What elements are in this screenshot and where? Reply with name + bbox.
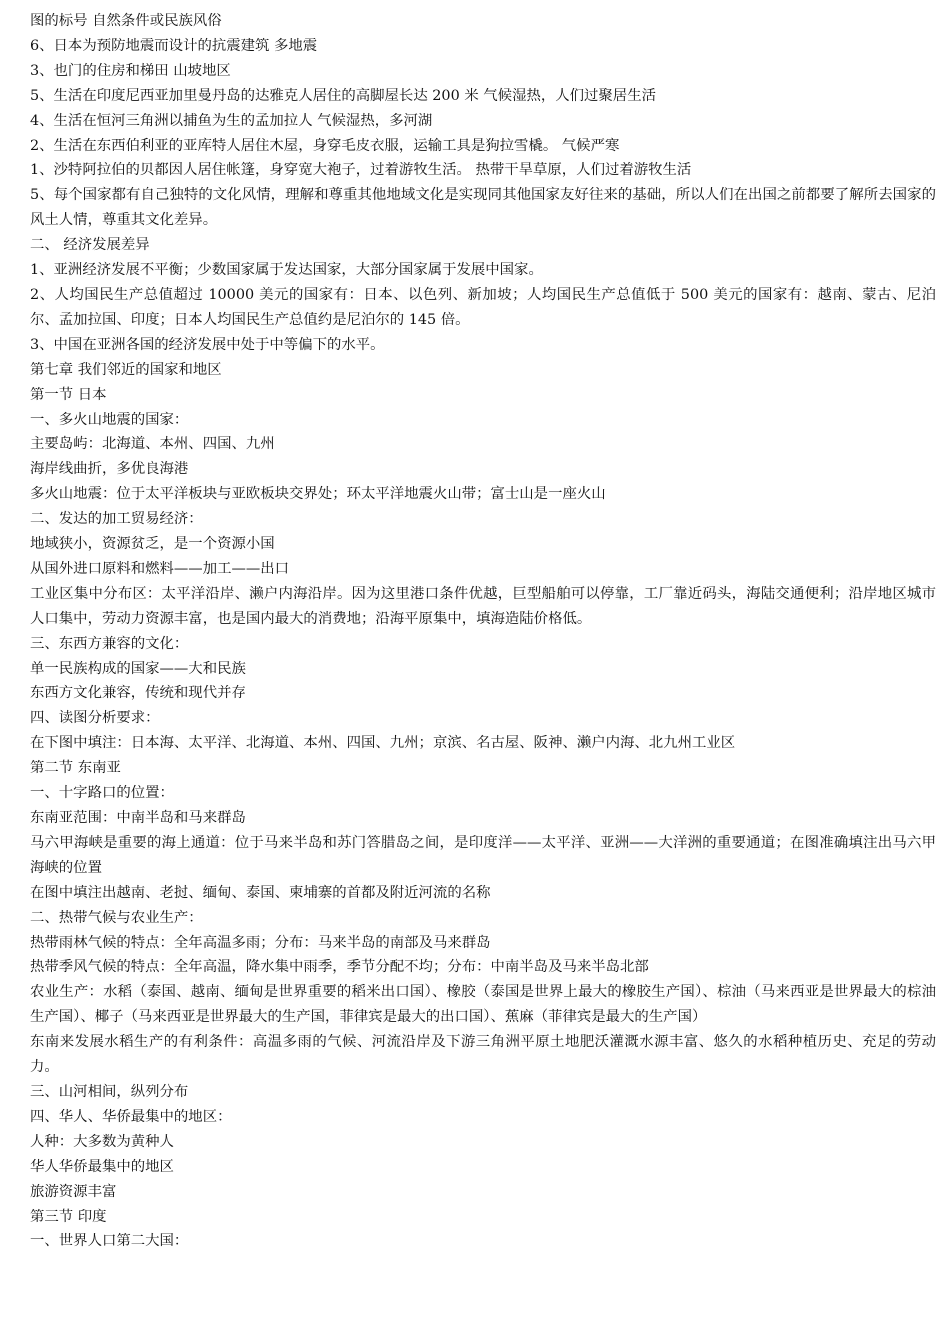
paragraph: 2、人均国民生产总值超过 10000 美元的国家有：日本、以色列、新加坡；人均国民生产总值低于 500 美元的国家有：越南、蒙古、尼泊尔、孟加拉国、印度；日本人均国民生产总值约是尼泊尔的 145 倍。: [30, 286, 936, 328]
text-line: 热带季风气候的特点：全年高温，降水集中雨季，季节分配不均；分布：中南半岛及马来半岛北部: [30, 959, 649, 976]
text-line: 主要岛屿：北海道、本州、四国、九州: [30, 436, 275, 453]
paragraph: 东南来发展水稻生产的有利条件：高温多雨的气候、河流沿岸及下游三角洲平原土地肥沃灌溉水源丰富、悠久的水稻种植历史、充足的劳动力。: [30, 1034, 936, 1076]
paragraph: 农业生产：水稻（泰国、越南、缅甸是世界重要的稻米出口国）、橡胶（泰国是世界上最大的橡胶生产国）、棕油（马来西亚是世界最大的棕油生产国）、椰子（马来西亚是世界最大的生产国，菲律宾是最大的出口国）、蕉麻（菲律宾是最大的生产国）: [30, 984, 936, 1026]
chapter-heading: 第七章 我们邻近的国家和地区: [30, 361, 222, 378]
text-line: 东西方文化兼容，传统和现代并存: [30, 685, 246, 702]
subsection-heading: 一、十字路口的位置：: [30, 785, 174, 802]
text-line: 海岸线曲折，多优良海港: [30, 461, 189, 478]
subsection-heading: 三、东西方兼容的文化：: [30, 635, 189, 652]
text-line: 2、生活在东西伯利亚的亚库特人居住木屋，身穿毛皮衣服，运输工具是狗拉雪橇。 气候严寒: [30, 137, 620, 154]
section-heading: 第二节 东南亚: [30, 760, 121, 777]
text-line: 热带雨林气候的特点：全年高温多雨；分布：马来半岛的南部及马来群岛: [30, 934, 491, 951]
text-line: 多火山地震：位于太平洋板块与亚欧板块交界处；环太平洋地震火山带；富士山是一座火山: [30, 486, 606, 503]
text-line: 4、生活在恒河三角洲以捕鱼为生的孟加拉人 气候湿热，多河湖: [30, 112, 433, 129]
text-line: 1、亚洲经济发展不平衡；少数国家属于发达国家，大部分国家属于发展中国家。: [30, 262, 543, 279]
text-line: 华人华侨最集中的地区: [30, 1158, 174, 1175]
text-line: 从国外进口原料和燃料——加工——出口: [30, 560, 290, 577]
subsection-heading: 四、华人、华侨最集中的地区：: [30, 1108, 232, 1125]
text-line: 3、也门的住房和梯田 山坡地区: [30, 62, 231, 79]
section-heading: 第一节 日本: [30, 386, 107, 403]
subsection-heading: 二、发达的加工贸易经济：: [30, 511, 203, 528]
section-heading: 第三节 印度: [30, 1208, 107, 1225]
text-line: 在下图中填注：日本海、太平洋、北海道、本州、四国、九州；京滨、名古屋、阪神、濑户内海、北九州工业区: [30, 735, 736, 752]
text-line: 东南亚范围：中南半岛和马来群岛: [30, 810, 246, 826]
text-line: 3、中国在亚洲各国的经济发展中处于中等偏下的水平。: [30, 336, 385, 353]
text-line: 在图中填注出越南、老挝、缅甸、泰国、柬埔寨的首都及附近河流的名称: [30, 884, 491, 901]
text-line: 单一民族构成的国家——大和民族: [30, 660, 246, 677]
subsection-heading: 一、世界人口第二大国：: [30, 1233, 189, 1250]
subsection-heading: 二、热带气候与农业生产：: [30, 909, 203, 926]
text-line: 5、生活在印度尼西亚加里曼丹岛的达雅克人居住的高脚屋长达 200 米 气候湿热，人们过聚居生活: [30, 87, 656, 104]
subsection-heading: 四、读图分析要求：: [30, 710, 160, 727]
subsection-heading: 一、多火山地震的国家：: [30, 411, 189, 428]
text-line: 人种：大多数为黄种人: [30, 1133, 174, 1150]
document-page: [30, 9, 936, 1254]
text-line: 6、日本为预防地震而设计的抗震建筑 多地震: [30, 37, 318, 54]
subsection-heading: 三、山河相间，纵列分布: [30, 1083, 189, 1100]
section-heading: 二、 经济发展差异: [30, 237, 150, 254]
text-line: 旅游资源丰富: [30, 1183, 117, 1200]
paragraph: 5、每个国家都有自己独特的文化风情，理解和尊重其他地域文化是实现同其他国家友好往来的基础，所以人们在出国之前都要了解所去国家的风土人情，尊重其文化差异。: [30, 187, 936, 229]
text-line: 地域狭小，资源贫乏，是一个资源小国: [30, 536, 275, 553]
paragraph: 工业区集中分布区：太平洋沿岸、濑户内海沿岸。因为这里港口条件优越，巨型船舶可以停靠，工厂靠近码头，海陆交通便利；沿岸地区城市人口集中，劳动力资源丰富，也是国内最大的消费地；沿海平原集中，填海造陆价格低。: [30, 585, 936, 627]
paragraph: 马六甲海峡是重要的海上通道：位于马来半岛和苏门答腊岛之间，是印度洋——太平洋、亚洲——大洋洲的重要通道；在图准确填注出马六甲海峡的位置: [30, 834, 936, 876]
text-line: 1、沙特阿拉伯的贝都因人居住帐篷，身穿宽大袍子，过着游牧生活。 热带干旱草原，人们过着游牧生活: [30, 162, 692, 179]
text-line: 图的标号 自然条件或民族风俗: [30, 13, 222, 29]
